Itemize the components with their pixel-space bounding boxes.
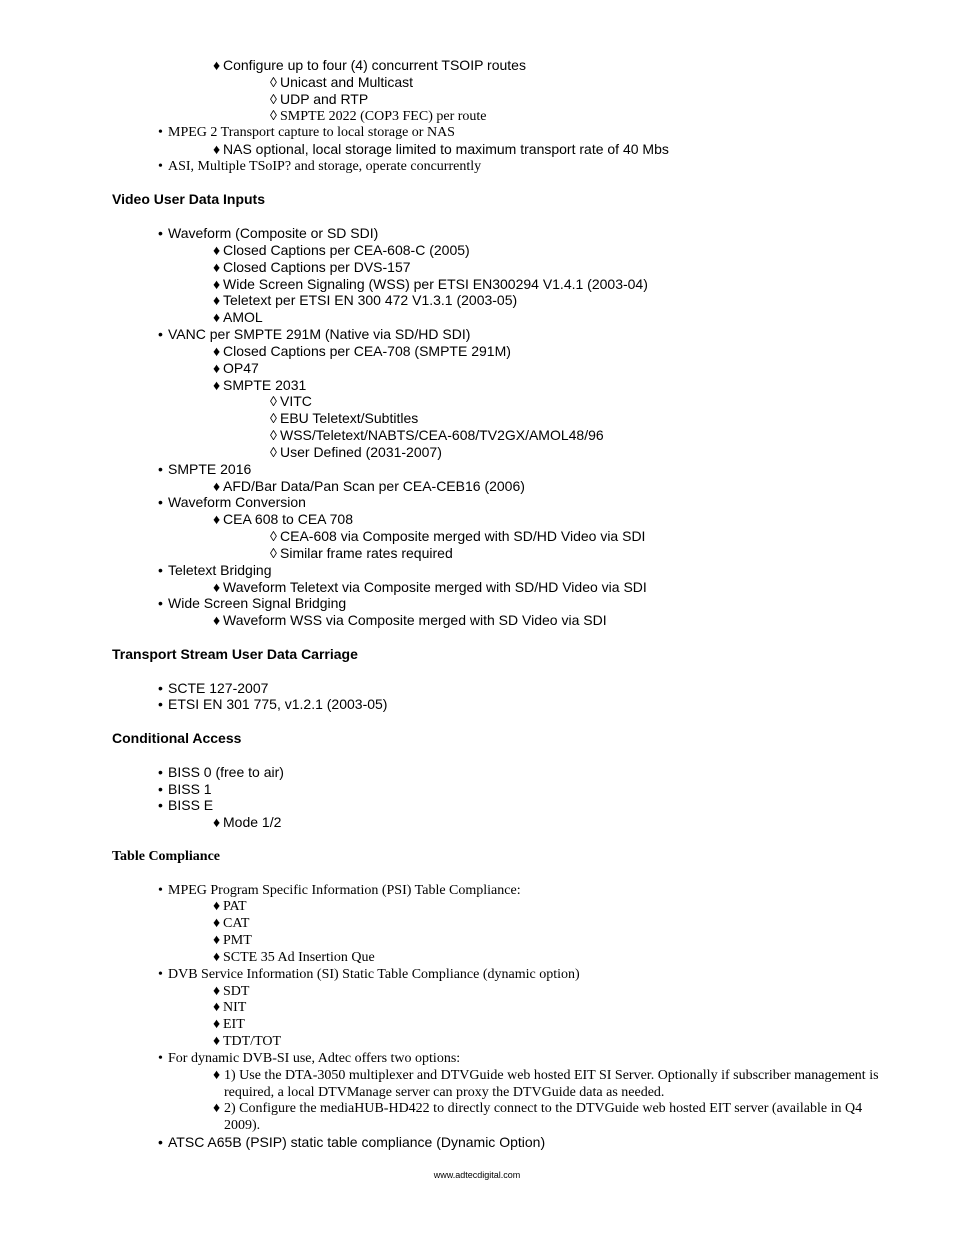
round-bullet: • — [158, 461, 163, 477]
list-item: ♦ Configure up to four (4) concurrent TSOIP routes — [213, 57, 526, 73]
round-bullet: • — [158, 1134, 163, 1150]
list-item: • BISS 1 — [158, 781, 212, 797]
round-bullet: • — [158, 159, 163, 174]
diamond-bullet: ♦ — [213, 579, 221, 595]
list-item: ♦ OP47 — [213, 360, 259, 376]
diamond-bullet: ♦ — [213, 478, 221, 494]
list-item: ♦ PAT — [213, 899, 247, 914]
list-item: • SCTE 127-2007 — [158, 680, 269, 696]
lozenge-bullet: ◊ — [270, 109, 277, 124]
list-item: ♦ Waveform WSS via Composite merged with SD Video via SDI — [213, 612, 607, 628]
diamond-bullet: ♦ — [213, 309, 221, 325]
list-item: • VANC per SMPTE 291M (Native via SD/HD SDI) — [158, 326, 471, 342]
round-bullet: • — [158, 326, 163, 342]
list-item: ♦ TDT/TOT — [213, 1034, 282, 1049]
list-item: ♦ Wide Screen Signaling (WSS) per ETSI EN300294 V1.4.1 (2003-04) — [213, 276, 648, 292]
round-bullet: • — [158, 595, 163, 611]
round-bullet: • — [158, 764, 163, 780]
section-heading: Table Compliance — [112, 849, 220, 864]
round-bullet: • — [158, 125, 163, 140]
list-item: ♦ AFD/Bar Data/Pan Scan per CEA-CEB16 (2006) — [213, 478, 525, 494]
round-bullet: • — [158, 562, 163, 578]
diamond-bullet: ♦ — [213, 933, 221, 948]
section-heading: Conditional Access — [112, 730, 242, 746]
diamond-bullet: ♦ — [213, 276, 221, 292]
list-item: ♦ SMPTE 2031 — [213, 377, 307, 393]
round-bullet: • — [158, 696, 163, 712]
round-bullet: • — [158, 883, 163, 898]
list-item: ♦ Teletext per ETSI EN 300 472 V1.3.1 (2003-05) — [213, 292, 518, 308]
list-item: ♦ SDT — [213, 984, 250, 999]
list-item: ♦ Mode 1/2 — [213, 814, 282, 830]
list-item: ♦ Closed Captions per CEA-708 (SMPTE 291M) — [213, 343, 511, 359]
lozenge-bullet: ◊ — [270, 410, 277, 426]
lozenge-bullet: ◊ — [270, 427, 277, 443]
list-item: • BISS 0 (free to air) — [158, 764, 284, 780]
list-item: ◊ VITC — [270, 393, 312, 409]
list-item: ♦ 1) Use the DTA-3050 multiplexer and DTVGuide web hosted EIT SI Server. Optionally if subscriber management is required, a local DTVManage server can proxy the DTVGuide data as needed. — [213, 1068, 879, 1100]
diamond-bullet: ♦ — [213, 1034, 221, 1049]
list-item: ◊ CEA-608 via Composite merged with SD/HD Video via SDI — [270, 528, 646, 544]
diamond-bullet: ♦ — [213, 899, 221, 914]
diamond-bullet: ♦ — [213, 984, 221, 999]
list-item: • Wide Screen Signal Bridging — [158, 595, 347, 611]
list-item: ♦ Waveform Teletext via Composite merged with SD/HD Video via SDI — [213, 579, 647, 595]
list-item: • ETSI EN 301 775, v1.2.1 (2003-05) — [158, 696, 388, 712]
diamond-bullet: ♦ — [213, 57, 221, 73]
diamond-bullet: ♦ — [213, 377, 221, 393]
list-item: • Teletext Bridging — [158, 562, 272, 578]
list-item: ♦ CAT — [213, 916, 250, 931]
diamond-bullet: ♦ — [213, 141, 221, 157]
diamond-bullet: ♦ — [213, 511, 221, 527]
round-bullet: • — [158, 967, 163, 982]
diamond-bullet: ♦ — [213, 1017, 221, 1032]
lozenge-bullet: ◊ — [270, 393, 277, 409]
list-item: ♦ Closed Captions per CEA-608-C (2005) — [213, 242, 470, 258]
list-item: • MPEG Program Specific Information (PSI) Table Compliance: — [158, 883, 521, 898]
list-item: ◊ WSS/Teletext/NABTS/CEA-608/TV2GX/AMOL48/96 — [270, 427, 604, 443]
lozenge-bullet: ◊ — [270, 545, 277, 561]
list-item: ♦ NIT — [213, 1000, 247, 1015]
diamond-bullet: ♦ — [213, 950, 221, 965]
diamond-bullet: ♦ — [213, 292, 221, 308]
diamond-bullet: ♦ — [213, 343, 221, 359]
list-item: • For dynamic DVB-SI use, Adtec offers two options: — [158, 1051, 461, 1066]
list-item: ◊ Similar frame rates required — [270, 545, 453, 561]
list-item: ◊ UDP and RTP — [270, 91, 369, 107]
list-item: ♦ SCTE 35 Ad Insertion Que — [213, 950, 375, 965]
list-item: ♦ AMOL — [213, 309, 263, 325]
list-item: ◊ SMPTE 2022 (COP3 FEC) per route — [270, 109, 487, 124]
lozenge-bullet: ◊ — [270, 91, 277, 107]
list-item: ◊ Unicast and Multicast — [270, 74, 414, 90]
list-item: • ATSC A65B (PSIP) static table compliance (Dynamic Option) — [158, 1134, 546, 1150]
footer-url[interactable]: www.adtecdigital.com — [433, 1170, 521, 1180]
diamond-bullet: ♦ — [213, 242, 221, 258]
section-heading: Transport Stream User Data Carriage — [112, 646, 358, 662]
round-bullet: • — [158, 797, 163, 813]
list-item: ♦ 2) Configure the mediaHUB-HD422 to directly connect to the DTVGuide web hosted EIT server (available in Q4 2009). — [213, 1101, 863, 1133]
lozenge-bullet: ◊ — [270, 74, 277, 90]
round-bullet: • — [158, 781, 163, 797]
list-item: ♦ EIT — [213, 1017, 245, 1032]
diamond-bullet: ♦ — [213, 1000, 221, 1015]
round-bullet: • — [158, 1051, 163, 1066]
lozenge-bullet: ◊ — [270, 444, 277, 460]
diamond-bullet: ♦ — [213, 916, 221, 931]
diamond-bullet: ♦ — [213, 1068, 221, 1083]
list-item: ♦ NAS optional, local storage limited to maximum transport rate of 40 Mbs — [213, 141, 669, 157]
lozenge-bullet: ◊ — [270, 528, 277, 544]
diamond-bullet: ♦ — [213, 1101, 221, 1116]
diamond-bullet: ♦ — [213, 814, 221, 830]
list-item: ♦ PMT — [213, 933, 252, 948]
list-item: ♦ CEA 608 to CEA 708 — [213, 511, 353, 527]
list-item: • DVB Service Information (SI) Static Table Compliance (dynamic option) — [158, 967, 580, 982]
round-bullet: • — [158, 494, 163, 510]
list-item: • BISS E — [158, 797, 214, 813]
list-item: • MPEG 2 Transport capture to local storage or NAS — [158, 125, 455, 140]
list-item: • Waveform (Composite or SD SDI) — [158, 225, 379, 241]
round-bullet: • — [158, 225, 163, 241]
list-item: • Waveform Conversion — [158, 494, 306, 510]
list-item: • ASI, Multiple TSoIP? and storage, operate concurrently — [158, 159, 482, 174]
diamond-bullet: ♦ — [213, 259, 221, 275]
section-heading: Video User Data Inputs — [112, 191, 266, 207]
list-item: ♦ Closed Captions per DVS-157 — [213, 259, 411, 275]
diamond-bullet: ♦ — [213, 612, 221, 628]
diamond-bullet: ♦ — [213, 360, 221, 376]
list-item: ◊ User Defined (2031-2007) — [270, 444, 442, 460]
list-item: ◊ EBU Teletext/Subtitles — [270, 410, 419, 426]
list-item: • SMPTE 2016 — [158, 461, 252, 477]
round-bullet: • — [158, 680, 163, 696]
